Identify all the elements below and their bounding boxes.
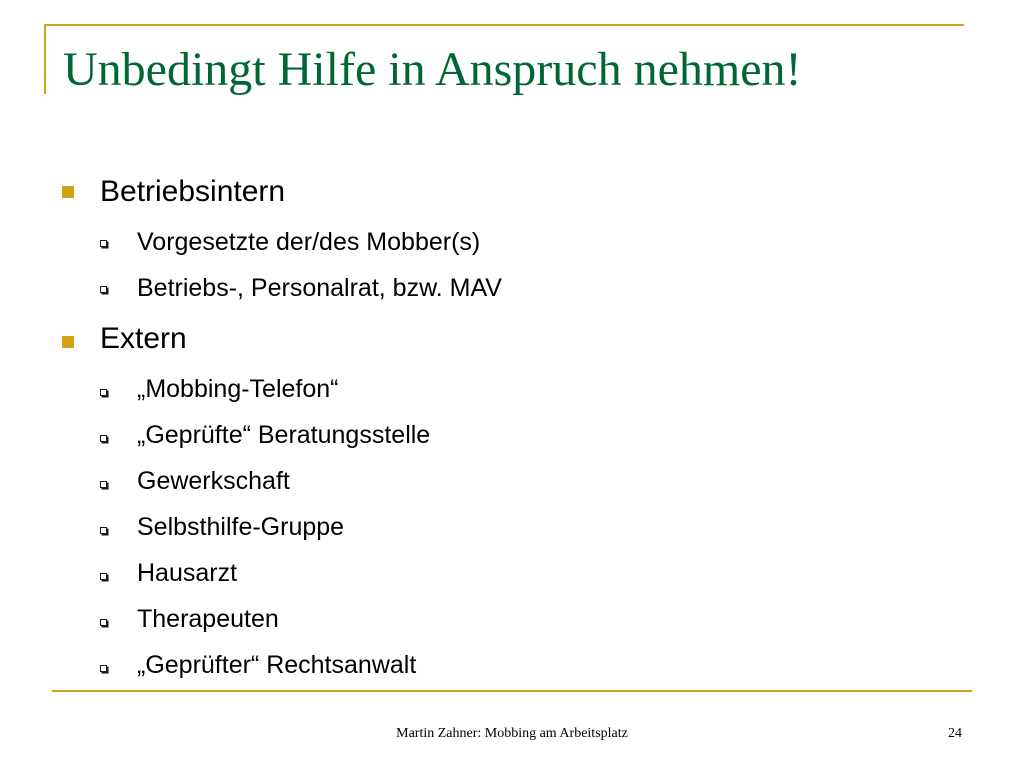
list-item: Therapeuten — [137, 605, 279, 633]
page-number: 24 — [948, 726, 962, 741]
gold-square-bullet-icon — [62, 336, 74, 348]
footer-rule — [52, 690, 972, 692]
list-item: „Geprüfter“ Rechtsanwalt — [137, 651, 417, 679]
list-item: Vorgesetzte der/des Mobber(s) — [137, 228, 481, 256]
list-item: Selbsthilfe-Gruppe — [137, 513, 345, 541]
footer-text: Martin Zahner: Mobbing am Arbeitsplatz — [396, 726, 628, 741]
hollow-box-bullet-icon — [100, 286, 107, 293]
list-item: „Mobbing-Telefon“ — [137, 375, 339, 403]
hollow-box-bullet-icon — [100, 573, 107, 580]
hollow-box-bullet-icon — [100, 389, 107, 396]
hollow-box-bullet-icon — [100, 481, 107, 488]
list-item: Betriebs-, Personalrat, bzw. MAV — [137, 274, 502, 302]
hollow-box-bullet-icon — [100, 619, 107, 626]
hollow-box-bullet-icon — [100, 527, 107, 534]
section-heading-extern: Extern — [100, 322, 187, 355]
section-heading-betriebsintern: Betriebsintern — [100, 175, 286, 208]
hollow-box-bullet-icon — [100, 665, 107, 672]
gold-square-bullet-icon — [62, 186, 74, 198]
list-item: „Geprüfte“ Beratungsstelle — [137, 421, 431, 449]
list-item: Hausarzt — [137, 559, 238, 587]
slide-title: Unbedingt Hilfe in Anspruch nehmen! — [63, 43, 802, 96]
hollow-box-bullet-icon — [100, 435, 107, 442]
list-item: Gewerkschaft — [137, 467, 290, 495]
hollow-box-bullet-icon — [100, 240, 107, 247]
